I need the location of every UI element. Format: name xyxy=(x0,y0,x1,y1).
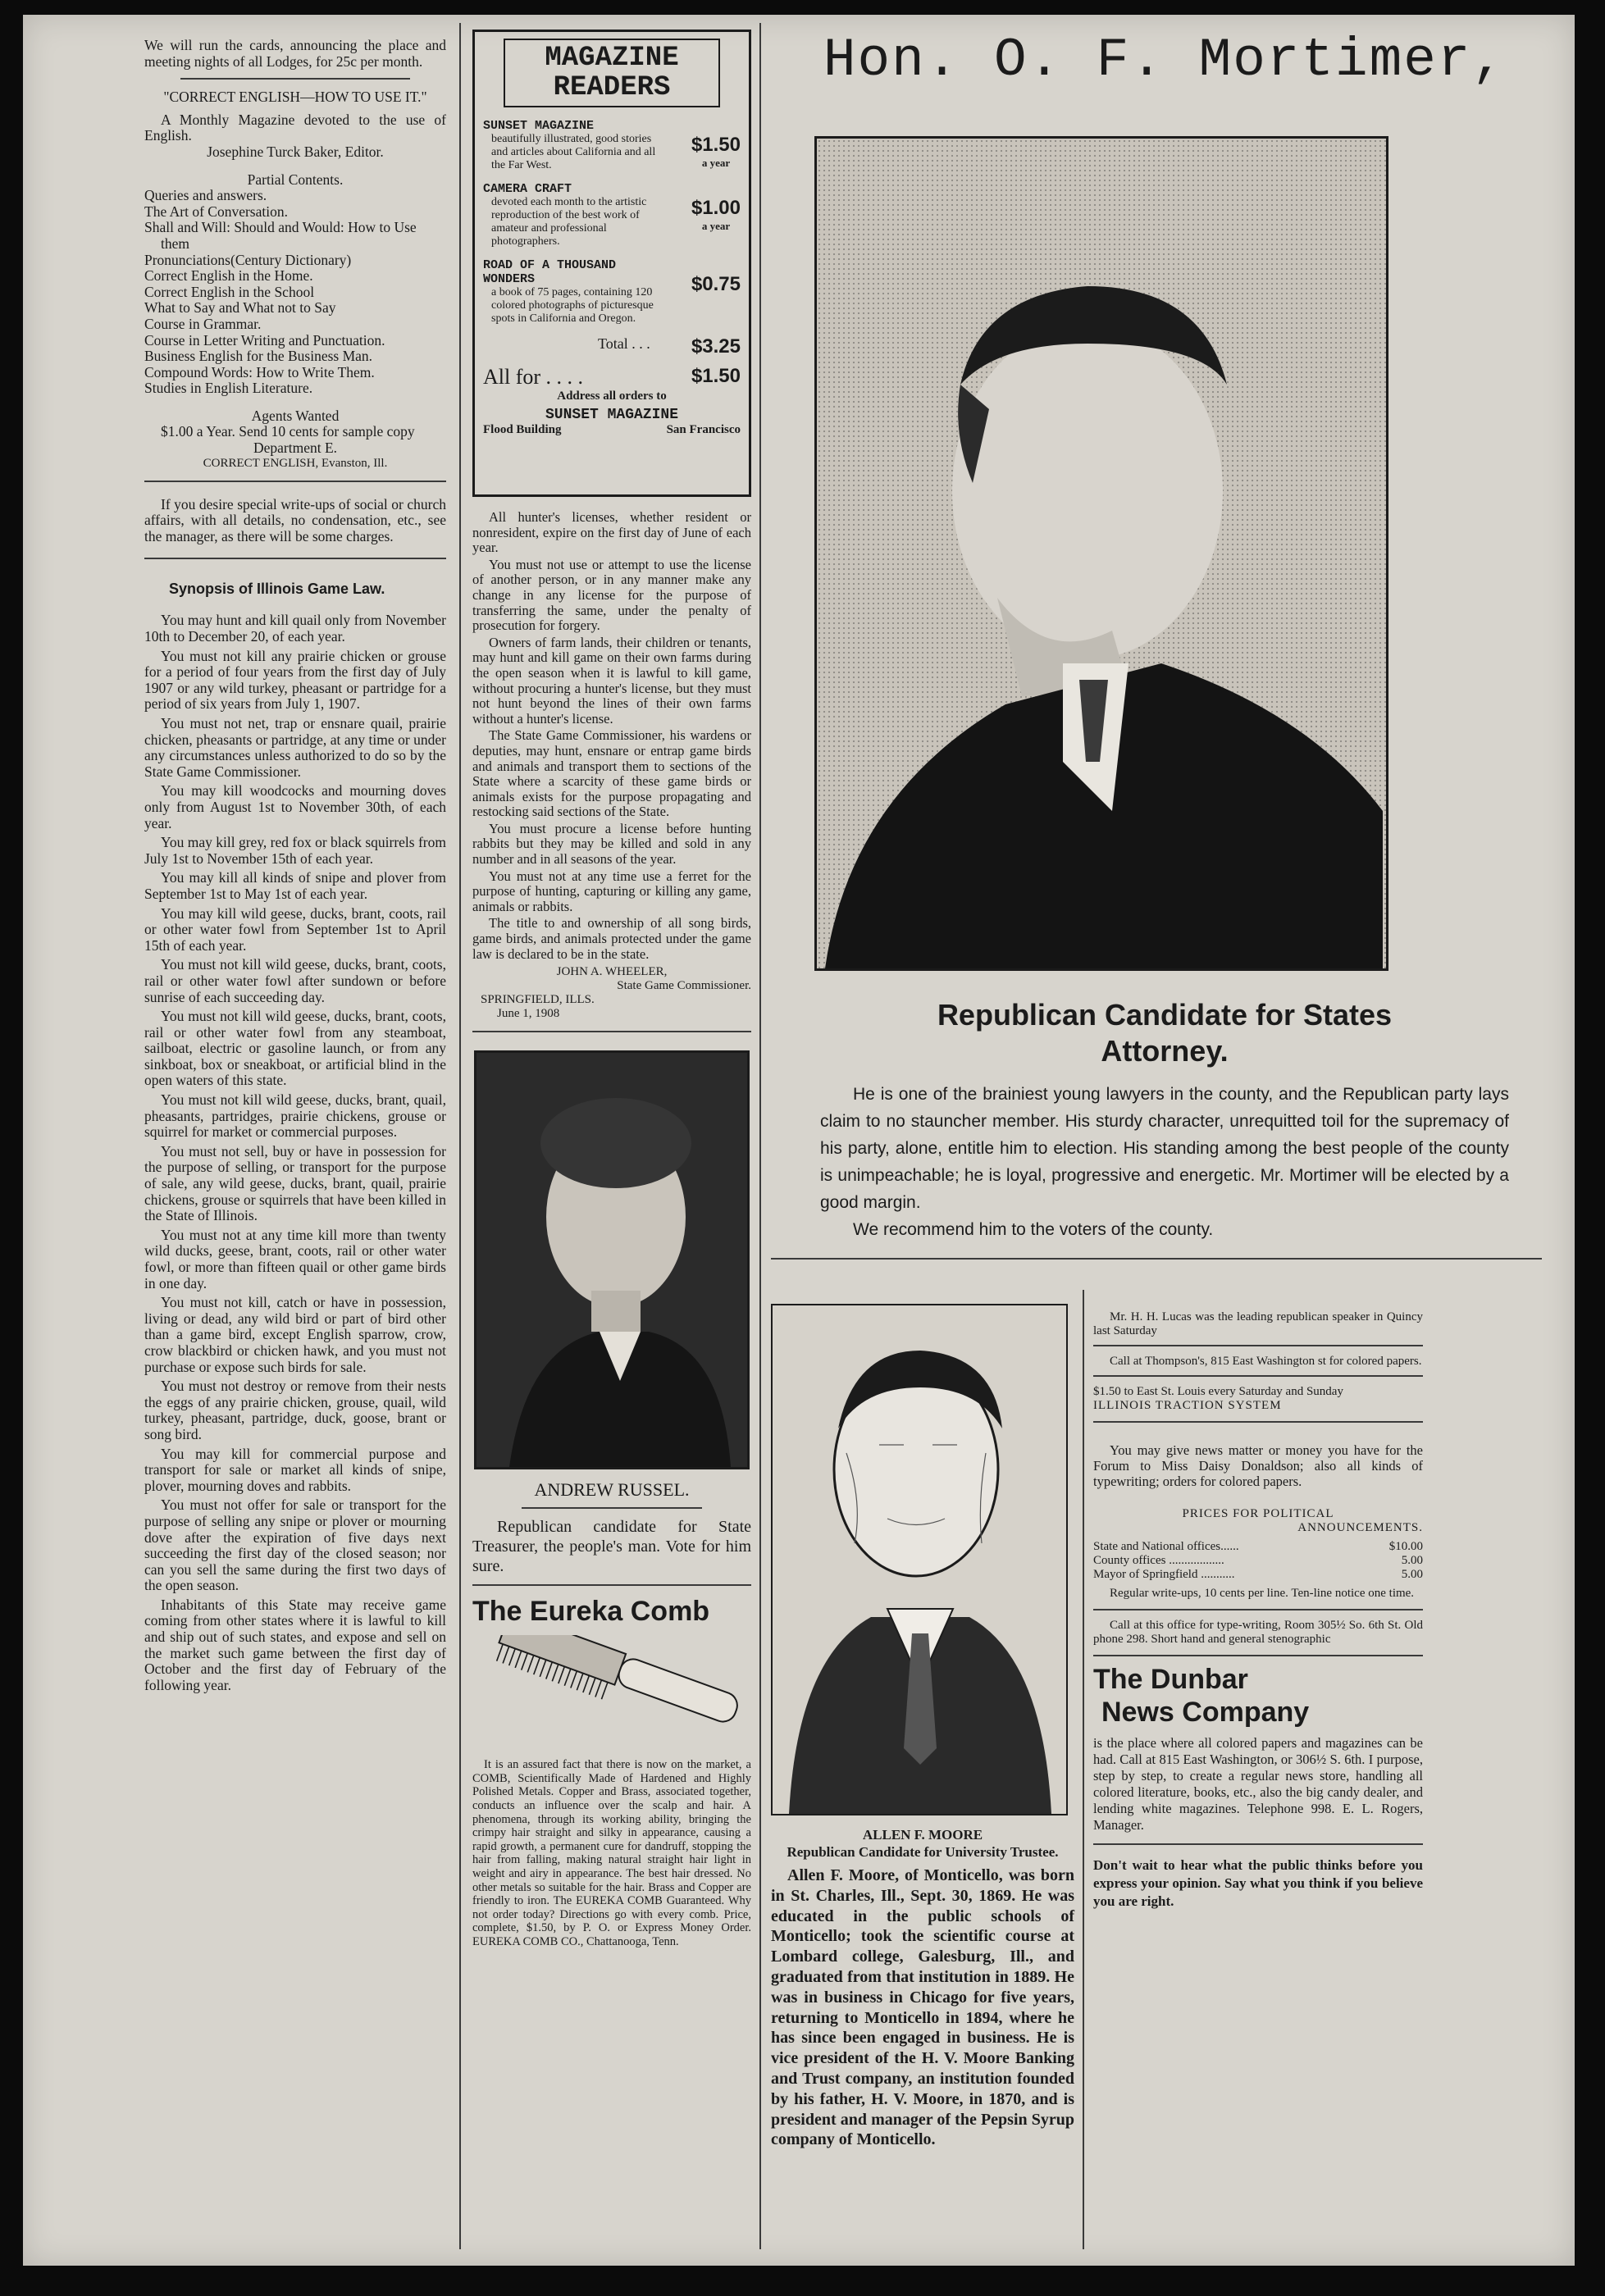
lucas-notice: Mr. H. H. Lucas was the leading republican speaker in Quincy last Saturday xyxy=(1093,1310,1423,1337)
opinion-notice: Don't wait to hear what the public thinks before you express your opinion. Say what you think if you believe you are right. xyxy=(1093,1857,1423,1909)
magazine-item xyxy=(483,258,741,326)
contents-item: Course in Letter Writing and Punctuation. xyxy=(144,331,385,348)
price-value: $10.00 xyxy=(1388,1540,1423,1553)
contents-list xyxy=(144,188,446,397)
price-value: 5.00 xyxy=(1401,1554,1423,1567)
price-label: Mayor of Springfield ........... xyxy=(1093,1568,1235,1581)
divider xyxy=(144,481,446,482)
comb-illustration xyxy=(472,1635,751,1750)
synopsis-paragraph: You must not kill wild geese, ducks, brant, coots, rail or other water fowl from any steamboat, sailboat, electric or gasoline launch, or from any sinkboat, box or sneakboat, or artificial blind in the open waters of this state. xyxy=(144,1008,446,1089)
column-rule xyxy=(759,23,761,2249)
column-4 xyxy=(1093,1310,1423,1911)
magazine-item-price: $0.75 xyxy=(691,273,741,295)
divider xyxy=(1093,1609,1423,1610)
dunbar-title-1: The Dunbar xyxy=(1093,1664,1248,1695)
magazine-item xyxy=(483,182,741,248)
moore-subtitle: Republican Candidate for University Trustee. xyxy=(787,1844,1059,1860)
magazine-item-desc: beautifully illustrated, good stories and articles about California and all the Far West. xyxy=(491,133,656,171)
divider xyxy=(1093,1345,1423,1346)
synopsis-paragraph: You must not at any time kill more than twenty wild ducks, geese, brant, coots, rail or other water fowl, or more than fifteen quail or other game birds in one day. xyxy=(144,1226,446,1292)
column-3-top xyxy=(771,30,1558,1239)
synopsis-paragraph: You must not kill, catch or have in possession, living or dead, any wild bird or part of bird other than a game bird, except English sparrow, crow, crow blackbird or chicken hawk, and you must not purchase or expose such birds for sale. xyxy=(144,1294,446,1375)
law-signer-title: State Game Commissioner. xyxy=(617,979,751,993)
law-paragraph: All hunter's licenses, whether resident or nonresident, expire on the first day of June of each year. xyxy=(472,509,751,556)
column-3-bottom xyxy=(771,1304,1074,2150)
synopsis-paragraph: You may kill for commercial purpose and transport for sale or market all kinds of snipe, plover, mourning doves and rabbits. xyxy=(144,1445,446,1494)
mortimer-recommend: We recommend him to the voters of the county. xyxy=(853,1220,1214,1239)
allen-moore-portrait xyxy=(771,1304,1068,1815)
mortimer-subtitle-1: Republican Candidate for States xyxy=(937,998,1393,1032)
traction-notice: $1.50 to East St. Louis every Saturday and Sunday xyxy=(1093,1385,1343,1398)
contents-item: Correct English in the School xyxy=(144,283,315,300)
mortimer-text: He is one of the brainiest young lawyers in the county, and the Republican party lays claim to no stauncher member. His sturdy character, unrequitted toil for the supremacy of his party, alone, entitle him to election. His standing among the best people of the county is unimpeachable; he is loyal, progressive and energetic. Mr. Mortimer will be elected by a good margin. xyxy=(820,1085,1509,1212)
synopsis-paragraph: Inhabitants of this State may receive game coming from other states where it is lawful to kill and ship out of such states, and expose and sell on the market such game between the first day of October and the first day of February of the following year. xyxy=(144,1596,446,1693)
magazine-item-unit: a year xyxy=(701,157,731,169)
law-paragraph: You must not use or attempt to use the license of another person, or in any manner make any change in any license for the purpose of transferring the same, under the penalty of prosecution for forgery. xyxy=(472,556,751,634)
synopsis-paragraph: You must not destroy or remove from their nests the eggs of any prairie chicken, grouse, quail, wild turkey, pheasant, partridge, duck, goose, brant or song bird. xyxy=(144,1378,446,1442)
correct-english-desc: A Monthly Magazine devoted to the use of English. xyxy=(144,111,446,144)
mortimer-caption xyxy=(771,997,1558,1260)
contents-heading: Partial Contents. xyxy=(247,171,344,188)
law-paragraph: You must not at any time use a ferret for the purpose of hunting, capturing or killing any game, animals or rabbits. xyxy=(472,868,751,914)
contents-item: What to Say and What not to Say xyxy=(144,299,336,317)
agents-wanted: Agents Wanted xyxy=(251,407,340,424)
synopsis-paragraph: You may hunt and kill quail only from November 10th to December 20, of each year. xyxy=(144,612,446,645)
cards-notice: We will run the cards, announcing the place and meeting nights of all Lodges, for 25c per month. xyxy=(144,37,446,70)
law-place: SPRINGFIELD, ILLS. xyxy=(481,993,595,1007)
magazine-item-unit: a year xyxy=(701,220,731,232)
write-ups-notice: If you desire special write-ups of social or church affairs, with all details, no condensation, etc., see the manager, as there will be some charges. xyxy=(144,495,446,544)
moore-name: ALLEN F. MOORE xyxy=(862,1827,983,1843)
newspaper-sheet xyxy=(23,15,1575,2266)
price-row xyxy=(1093,1554,1423,1568)
law-paragraph: Owners of farm lands, their children or tenants, may hunt and kill game on their own farms during the open season when it is lawful to kill game, without procuring a hunter's license, but they must not hunt beyond the lines of their own farms without a hunter's license. xyxy=(472,634,751,727)
law-paragraph: You must procure a license before hunting rabbits but they may be killed and sold in any number and in all seasons of the year. xyxy=(472,820,751,868)
russel-description: Republican candidate for State Treasurer, the people's man. Vote for him sure. xyxy=(472,1518,751,1576)
mortimer-portrait xyxy=(814,136,1388,971)
divider xyxy=(472,1031,751,1032)
divider xyxy=(144,558,446,559)
magazine-ad-title: MAGAZINE READERS xyxy=(504,39,720,107)
subscription-price: $1.00 a Year. Send 10 cents for sample copy xyxy=(161,423,415,440)
address-row: Flood Building San Francisco xyxy=(483,423,741,436)
divider xyxy=(1093,1655,1423,1656)
contents-item: Studies in English Literature. xyxy=(144,380,313,397)
russel-name: ANDREW RUSSEL. xyxy=(534,1479,690,1501)
hunting-law-text xyxy=(472,510,751,962)
magazine-item-desc: devoted each month to the artistic reproduction of the best work of amateur and professional photographers. xyxy=(491,196,647,248)
column-1 xyxy=(144,38,446,1697)
contents-item: The Art of Conversation. xyxy=(144,203,288,220)
magazine-item-name: SUNSET MAGAZINE xyxy=(483,119,595,133)
divider xyxy=(1093,1375,1423,1377)
contents-item: Correct English in the Home. xyxy=(144,267,313,285)
synopsis-paragraph: You must not kill wild geese, ducks, brant, quail, pheasants, partridges, prairie chickens, grouse or squirrel for market or commercial purposes. xyxy=(144,1091,446,1141)
divider xyxy=(472,1584,751,1586)
typewriting-notice: Call at this office for type-writing, Room 305½ So. 6th St. Old phone 298. Short hand and general stenographic xyxy=(1093,1619,1423,1646)
moore-text: Allen F. Moore, of Monticello, was born in St. Charles, Ill., Sept. 30, 1869. He was educated in the public schools of Monticello; took the scientific course at Lombard college, Galesburg, Ill., and graduated from that institution in 1889. He was in business in Chicago for five years, returning to Monticello in 1894, where he has since been engaged in business. He is vice president of the H. V. Moore Banking and Trust company, an institution founded by his father, H. V. Moore, in 1870, and is president and manager of the Pepsin Syrup company of Monticello. xyxy=(771,1866,1074,2149)
publisher-address: CORRECT ENGLISH, Evanston, Ill. xyxy=(203,456,388,470)
forum-notice: You may give news matter or money you have for the Forum to Miss Daisy Donaldson; also all kinds of typewriting; orders for colored papers. xyxy=(1093,1442,1423,1489)
synopsis-paragraph: You must not kill wild geese, ducks, brant, coots, rail or other water fowl after sundown or before sunrise of each succeeding day. xyxy=(144,956,446,1005)
total-row: Total . . . $3.25 xyxy=(598,335,741,358)
column-2 xyxy=(472,30,751,1949)
price-value: 5.00 xyxy=(1401,1568,1423,1581)
comb-ad-text: It is an assured fact that there is now on the market, a COMB, Scientifically Made of Hardened and Highly Polished Metals. Copper and Brass, associated together, conducts an influence over the scalp and hair. A phenomena, through its working ability, bringing the crimpy hair straight and silky in appearance, causing a rapid growth, a permanent cure for dandruff, stopping the hair from falling, making natural straight hair light in weight and airy in appearance. The best hair dressed. No other metals so suitable for the hair. Brass and Copper are friendly to iron. The EUREKA COMB Guaranteed. Why not order today? Directions go with every comb. Price, complete, $1.50, by P. O. or Express Money Order. EUREKA COMB CO., Chattanooga, Tenn. xyxy=(472,1758,751,1948)
comb-icon xyxy=(472,1635,751,1750)
address-orders: Address all orders to xyxy=(557,390,667,403)
synopsis-paragraph: You must not sell, buy or have in possession for the purpose of selling, or transport for the purpose of sale, any wild geese, ducks, brant, quail, prairie chickens, grouse or squirrels that have been killed in the State of Illinois. xyxy=(144,1142,446,1224)
column-rule xyxy=(1083,1290,1084,2249)
contents-item: Shall and Will: Should and Would: How to Use them xyxy=(144,219,417,252)
department: Department E. xyxy=(253,440,338,457)
synopsis-body xyxy=(144,613,446,1693)
magazine-item-name: ROAD OF A THOUSAND WONDERS xyxy=(483,258,617,286)
magazine-item-price: $1.50 xyxy=(691,134,741,156)
prices-heading-1: PRICES FOR POLITICAL xyxy=(1182,1507,1334,1520)
divider xyxy=(1093,1843,1423,1845)
price-label: County offices .................. xyxy=(1093,1554,1224,1567)
contents-item: Compound Words: How to Write Them. xyxy=(144,363,375,380)
divider xyxy=(522,1507,702,1509)
magazine-item-price: $1.00 xyxy=(691,197,741,219)
mortimer-subtitle-2: Attorney. xyxy=(1101,1034,1229,1068)
price-label: State and National offices...... xyxy=(1093,1540,1239,1553)
price-row xyxy=(1093,1540,1423,1554)
traction-system: ILLINOIS TRACTION SYSTEM xyxy=(1093,1399,1282,1412)
synopsis-paragraph: You may kill wild geese, ducks, brant, coots, rail or other water fowl from September 1st to April 15th of each year. xyxy=(144,904,446,954)
law-paragraph: The State Game Commissioner, his wardens or deputies, may hunt, ensnare or entrap game birds and animals and transport them to sections of the State where a scarcity of these game birds or animals exists for the purpose propagating and restocking said sections of the State. xyxy=(472,727,751,820)
contents-item: Course in Grammar. xyxy=(144,315,262,332)
mortimer-headline: Hon. O. F. Mortimer, xyxy=(823,30,1507,91)
law-signer: JOHN A. WHEELER, xyxy=(556,965,668,979)
magazine-item-desc: a book of 75 pages, containing 120 colored photographs of picturesque spots in California and Oregon. xyxy=(491,286,654,325)
dunbar-text: is the place where all colored papers and magazines can be had. Call at 815 East Washington, or 306½ S. 6th. I purpose, step by step, to create a regular news store, handling all colored literature, books, etc., also the big candy dealer, and lending white magazines. Telephone 998. E. L. Rogers, Manager. xyxy=(1093,1735,1423,1833)
contents-item: Queries and answers. xyxy=(144,187,267,204)
synopsis-paragraph: You must not kill any prairie chicken or grouse for a period of four years from the first day of July 1907 or any wild turkey, pheasant or partridge for a period of six years from July 1, 1907. xyxy=(144,647,446,713)
synopsis-title: Synopsis of Illinois Game Law. xyxy=(169,581,385,598)
synopsis-paragraph: You must not offer for sale or transport for the purpose of selling any snipe or plover or mourning dove after the expiration of five days next succeeding the first day of the closed season; nor can you sell the same during the first two days of the open season. xyxy=(144,1496,446,1594)
andrew-russel-portrait xyxy=(474,1050,750,1469)
regular-write-ups: Regular write-ups, 10 cents per line. Ten-line notice one time. xyxy=(1110,1587,1415,1600)
eureka-comb-title: The Eureka Comb xyxy=(472,1596,710,1628)
correct-english-editor: Josephine Turck Baker, Editor. xyxy=(207,143,384,160)
law-paragraph: The title to and ownership of all song birds, game birds, and animals protected under the game law is declared to be in the state. xyxy=(472,915,751,962)
divider xyxy=(180,78,410,80)
prices-heading-2: ANNOUNCEMENTS. xyxy=(1297,1521,1423,1534)
thompson-notice: Call at Thompson's, 815 East Washington st for colored papers. xyxy=(1110,1355,1422,1368)
law-date: June 1, 1908 xyxy=(497,1007,560,1021)
all-for-row: All for . . . . $1.50 xyxy=(483,365,741,389)
magazine-item-name: CAMERA CRAFT xyxy=(483,182,572,196)
magazine-item xyxy=(483,119,741,172)
price-row xyxy=(1093,1568,1423,1582)
dunbar-title-2: News Company xyxy=(1101,1697,1310,1728)
contents-item: Pronunciations(Century Dictionary) xyxy=(144,251,352,268)
price-list xyxy=(1093,1540,1423,1582)
magazine-items xyxy=(483,119,741,326)
synopsis-paragraph: You must not net, trap or ensnare quail, prairie chicken, pheasants or partridge, at any time or under any circumstances unless authorized to do so by the State Game Commissioner. xyxy=(144,715,446,780)
divider xyxy=(771,1258,1542,1260)
column-rule xyxy=(459,23,461,2249)
contents-item: Business English for the Business Man. xyxy=(144,348,373,365)
divider xyxy=(1093,1421,1423,1423)
synopsis-paragraph: You may kill grey, red fox or black squirrels from July 1st to November 15th of each year. xyxy=(144,834,446,867)
synopsis-paragraph: You may kill all kinds of snipe and plover from September 1st to May 1st of each year. xyxy=(144,869,446,902)
synopsis-paragraph: You may kill woodcocks and mourning doves only from August 1st to November 30th, of each year. xyxy=(144,782,446,831)
sunset-magazine: SUNSET MAGAZINE xyxy=(545,407,679,423)
magazine-readers-ad xyxy=(472,30,751,497)
correct-english-title: "CORRECT ENGLISH—HOW TO USE IT." xyxy=(163,89,427,106)
